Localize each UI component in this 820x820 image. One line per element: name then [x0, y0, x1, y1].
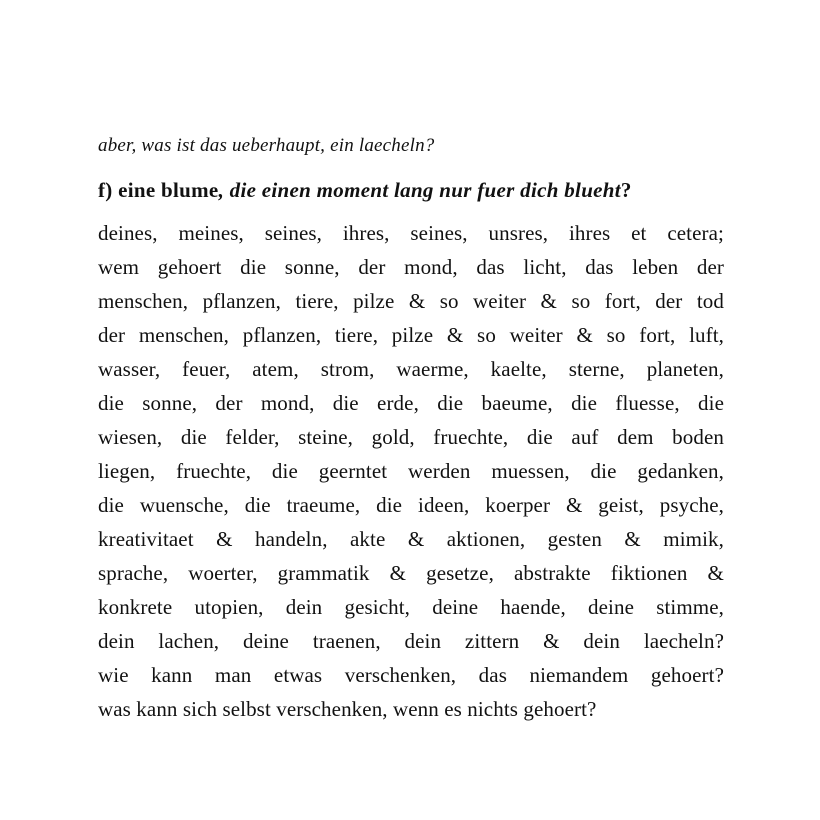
text-page: [98, 132, 724, 726]
heading-label: f) eine blume: [98, 178, 219, 202]
body-line: die wuensche, die traeume, die ideen, koerper & geist, psyche,: [98, 493, 724, 517]
body-line: dein lachen, deine traenen, dein zittern & dein laecheln?: [98, 629, 724, 653]
body-line: wie kann man etwas verschenken, das niemandem gehoert?: [98, 663, 724, 687]
section-heading: [98, 174, 724, 206]
heading-comma: ,: [218, 178, 225, 202]
body-line: der menschen, pflanzen, tiere, pilze & so weiter & so fort, luft,: [98, 323, 724, 347]
body-line: konkrete utopien, dein gesicht, deine haende, deine stimme,: [98, 595, 724, 619]
body-line: deines, meines, seines, ihres, seines, unsres, ihres et cetera;: [98, 221, 724, 245]
body-line: kreativitaet & handeln, akte & aktionen, gesten & mimik,: [98, 527, 724, 551]
body-line: was kann sich selbst verschenken, wenn es nichts gehoert?: [98, 697, 597, 721]
body-line: wasser, feuer, atem, strom, waerme, kaelte, sterne, planeten,: [98, 357, 724, 381]
body-line: sprache, woerter, grammatik & gesetze, abstrakte fiktionen &: [98, 561, 724, 585]
body-line: die sonne, der mond, die erde, die baeume, die fluesse, die: [98, 391, 724, 415]
body-line: liegen, fruechte, die geerntet werden muessen, die gedanken,: [98, 459, 724, 483]
heading-subtitle: die einen moment lang nur fuer dich blueht: [224, 178, 621, 202]
intro-question: aber, was ist das ueberhaupt, ein laecheln?: [98, 135, 435, 156]
body-line: wiesen, die felder, steine, gold, fruechte, die auf dem boden: [98, 425, 724, 449]
body-paragraph: [98, 216, 724, 726]
heading-question-mark: ?: [620, 178, 632, 202]
body-line: menschen, pflanzen, tiere, pilze & so weiter & so fort, der tod: [98, 289, 724, 313]
body-line: wem gehoert die sonne, der mond, das licht, das leben der: [98, 255, 724, 279]
